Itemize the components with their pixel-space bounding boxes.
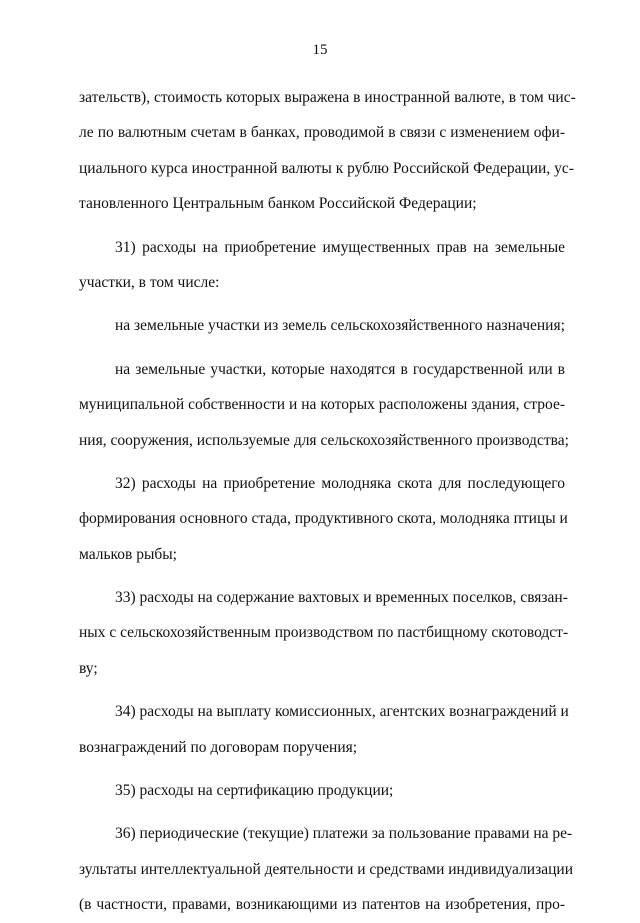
paragraph (79, 580, 569, 686)
page-number: 15 (312, 42, 328, 58)
paragraph-gap (79, 300, 565, 308)
document-body (79, 80, 576, 923)
paragraph-gap (79, 222, 565, 230)
text-line: 36) периодические (текущие) платежи за пользование правами на ре- (115, 825, 573, 843)
text-line: участки, в том числе: (79, 273, 220, 291)
text-line: 31) расходы на приобретение имущественных прав на земельные (115, 238, 565, 256)
text-line: тановленного Центральным банком Российской Федерации; (79, 195, 477, 213)
text-line: ву; (79, 659, 98, 677)
paragraph (79, 352, 569, 458)
paragraph (79, 230, 565, 301)
text-line: 32) расходы на приобретение молодняка скота для последующего (115, 474, 565, 492)
paragraph-gap (79, 808, 565, 816)
text-line: на земельные участки из земель сельскохозяйственного назначения; (115, 317, 565, 335)
text-line: 33) расходы на содержание вахтовых и временных поселков, связан- (115, 589, 568, 607)
text-line: циального курса иностранной валюты к рублю Российской Федерации, ус- (79, 159, 574, 177)
text-line: ных с сельскохозяйственным производством по пастбищному скотоводст- (79, 624, 569, 642)
paragraph-gap (79, 572, 565, 580)
paragraph-gap (79, 686, 565, 694)
paragraph-gap (79, 344, 565, 352)
text-line: на земельные участки, которые находятся в государственной или в (115, 360, 565, 378)
paragraph-gap (79, 458, 565, 466)
paragraph (79, 80, 576, 222)
paragraph (79, 466, 568, 572)
text-line: формирования основного стада, продуктивного скота, молодняка птицы и (79, 510, 568, 528)
paragraph (79, 308, 565, 343)
text-line: (в частности, правами, возникающими из патентов на изобретения, про- (79, 896, 565, 914)
paragraph (79, 773, 565, 808)
paragraph-gap (79, 765, 565, 773)
text-line: ле по валютным счетам в банках, проводимой в связи с изменением офи- (79, 124, 565, 142)
text-line: зательств), стоимость которых выражена в иностранной валюте, в том чис- (79, 89, 576, 106)
paragraph (79, 694, 569, 765)
text-line: ния, сооружения, используемые для сельскохозяйственного производства; (79, 431, 569, 449)
text-line: 35) расходы на сертификацию продукции; (115, 782, 394, 800)
text-line: зультаты интеллектуальной деятельности и средствами индивидуализации (79, 860, 573, 878)
text-line: вознаграждений по договорам поручения; (79, 738, 358, 756)
text-line: 34) расходы на выплату комиссионных, агентских вознаграждений и (115, 703, 569, 721)
paragraph (79, 816, 573, 922)
text-line: муниципальной собственности и на которых расположены здания, строе- (79, 396, 565, 414)
text-line: мальков рыбы; (79, 545, 177, 563)
